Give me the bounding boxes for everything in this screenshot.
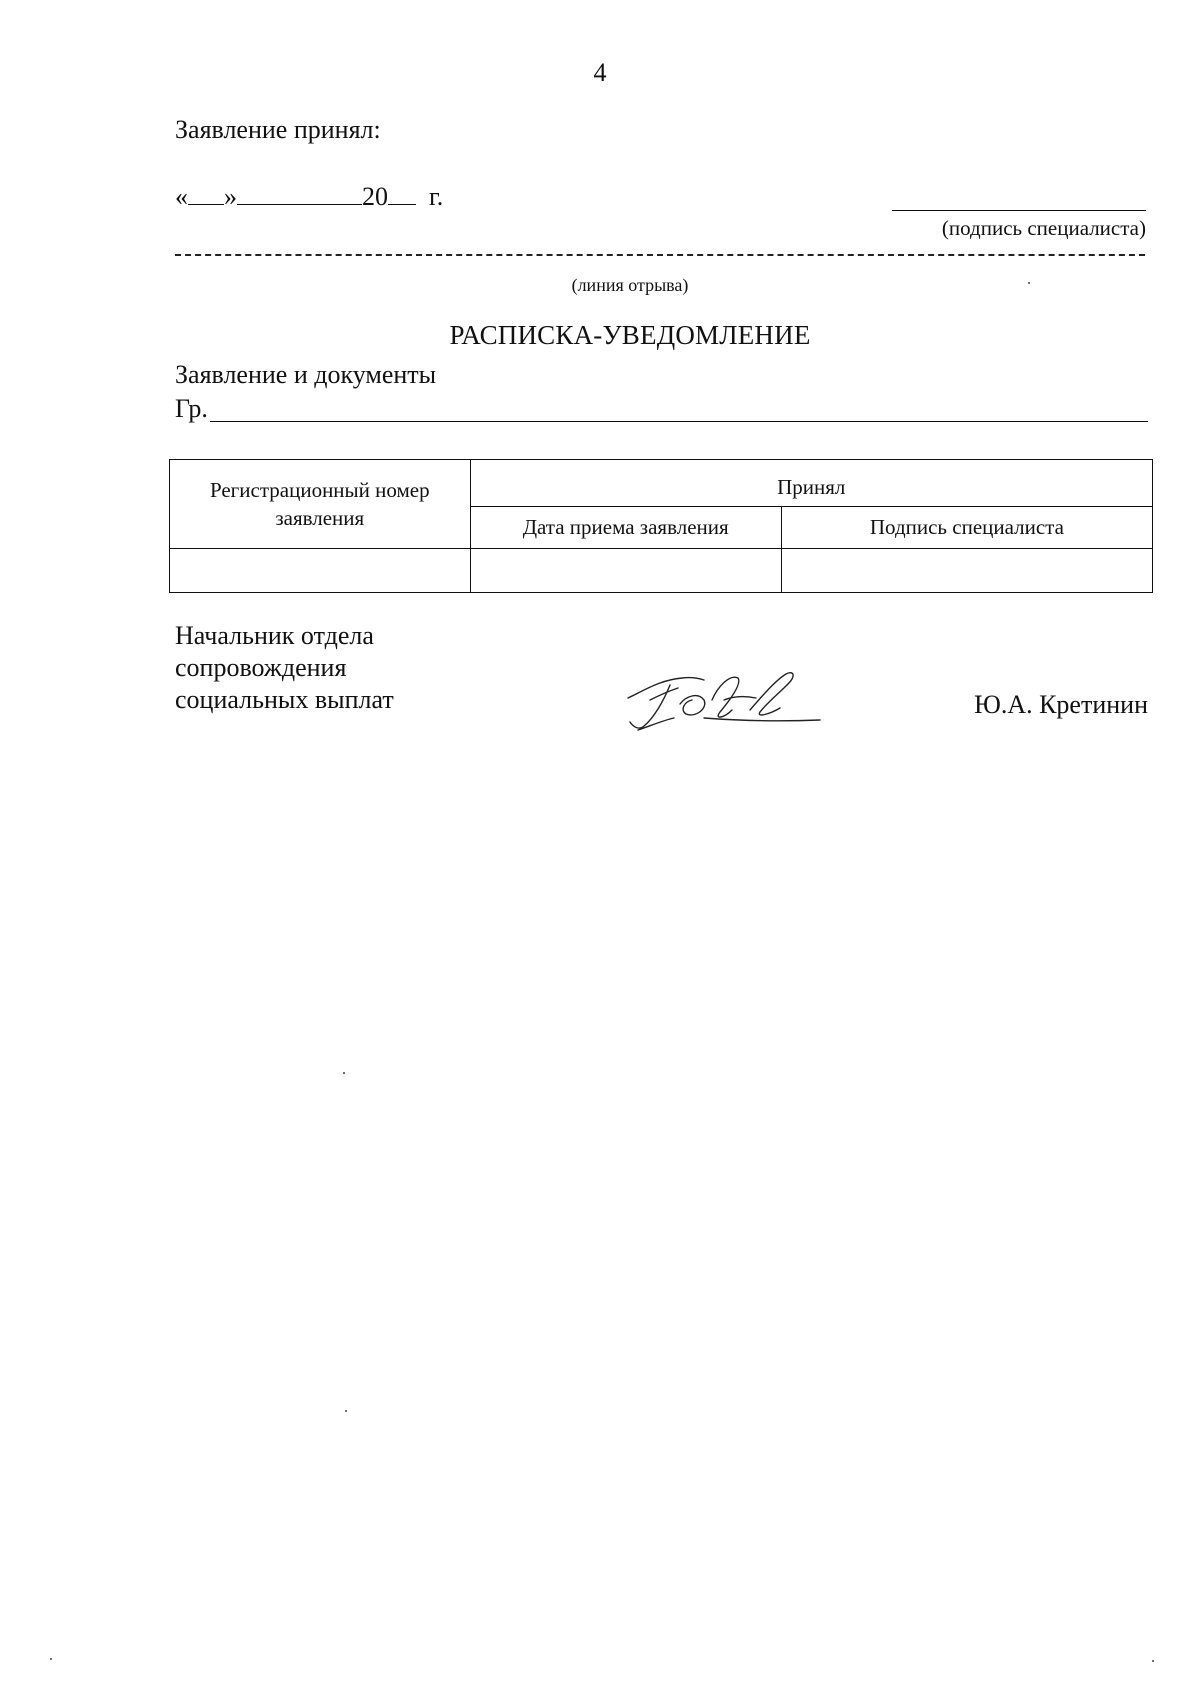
date-field-line bbox=[175, 182, 443, 212]
table-cell bbox=[470, 549, 781, 593]
handwritten-signature bbox=[620, 660, 830, 740]
position-line-2: сопровождения bbox=[175, 653, 347, 682]
documents-text: Заявление и документы bbox=[175, 360, 437, 389]
position-line-1: Начальник отдела bbox=[175, 621, 374, 650]
tear-off-caption: (линия отрыва) bbox=[571, 275, 689, 295]
accepted-group-label: Принял bbox=[777, 475, 846, 500]
year-blank bbox=[388, 182, 416, 205]
accepted-by-label: Заявление принял: bbox=[175, 115, 381, 144]
table-cell bbox=[781, 549, 1152, 593]
specialist-signature-line bbox=[892, 210, 1146, 211]
date-open-quote: « bbox=[175, 182, 188, 211]
month-blank bbox=[237, 182, 362, 205]
scan-speck bbox=[343, 1072, 345, 1074]
position-line-3: социальных выплат bbox=[175, 685, 394, 714]
receipt-title: РАСПИСКА-УВЕДОМЛЕНИЕ bbox=[449, 320, 811, 350]
specialist-signature-caption: (подпись специалиста) bbox=[941, 216, 1146, 240]
scan-speck bbox=[345, 1410, 347, 1412]
day-blank bbox=[188, 182, 224, 205]
official-name: Ю.А. Кретинин bbox=[974, 690, 1148, 719]
reg-number-header-line1: Регистрационный номер bbox=[209, 478, 430, 502]
year-suffix: г. bbox=[429, 182, 444, 211]
reg-number-header bbox=[170, 460, 471, 549]
table-cell bbox=[170, 549, 471, 593]
citizen-label: Гр. bbox=[175, 394, 208, 423]
year-prefix: 20 bbox=[362, 182, 388, 211]
receipt-table bbox=[169, 459, 1153, 593]
official-position bbox=[175, 620, 394, 716]
date-header: Дата приема заявления bbox=[470, 506, 781, 548]
signature-header: Подпись специалиста bbox=[781, 506, 1152, 548]
citizen-name-line bbox=[210, 421, 1148, 422]
scan-speck bbox=[50, 1658, 52, 1660]
scan-speck bbox=[1028, 282, 1030, 284]
accepted-group-header bbox=[470, 460, 1152, 507]
table-row bbox=[170, 549, 1153, 593]
page-number: 4 bbox=[593, 58, 607, 87]
date-close-quote: » bbox=[224, 182, 237, 211]
table-header-row bbox=[170, 460, 1153, 507]
tear-off-line bbox=[175, 254, 1145, 256]
reg-number-header-line2: заявления bbox=[275, 506, 365, 530]
scan-speck bbox=[1152, 1660, 1154, 1662]
